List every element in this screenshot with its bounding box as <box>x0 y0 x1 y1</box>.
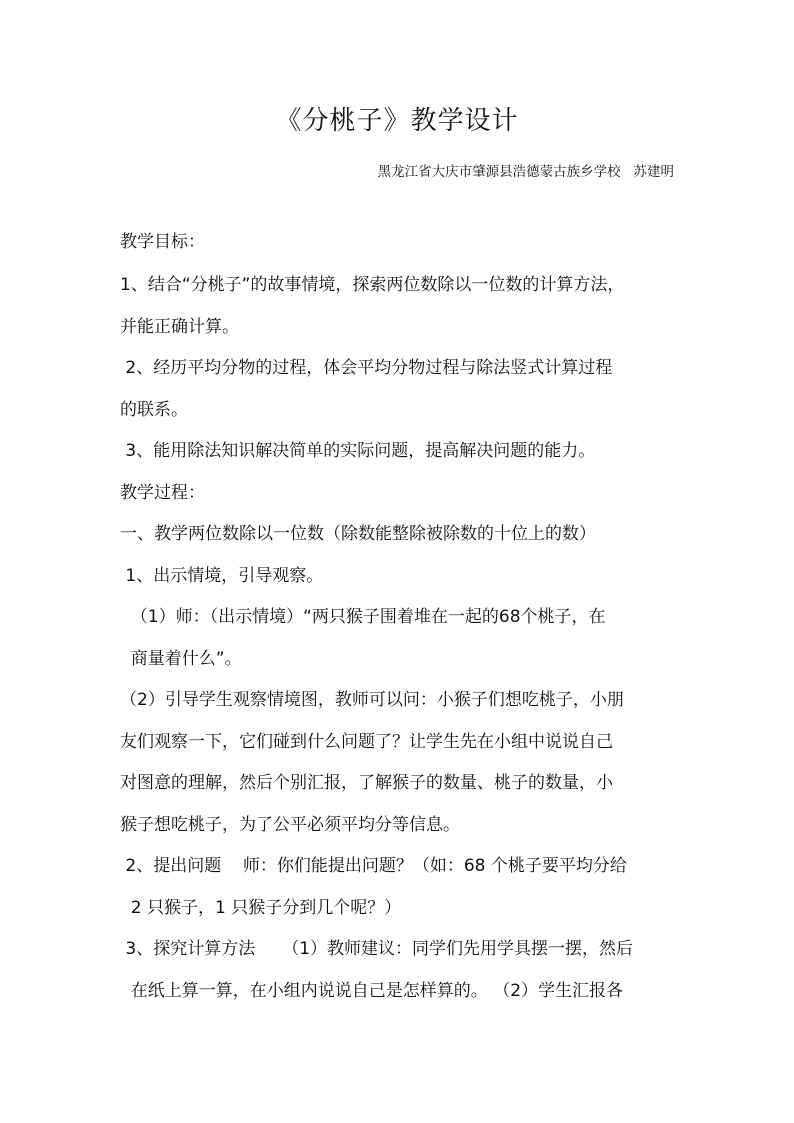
body-line: 猴子想吃桃子，为了公平必须平均分等信息。 <box>120 815 460 835</box>
body-line: 教学目标： <box>120 232 205 252</box>
body-line: （1）师：（出示情境）“两只猴子围着堆在一起的68个桃子，在 <box>120 607 606 627</box>
body-line: 在纸上算一算，在小组内说说自己是怎样算的。 （2）学生汇报各 <box>120 981 624 1001</box>
body-line: 并能正确计算。 <box>120 317 239 337</box>
body-line: 1、结合“分桃子”的故事情境，探索两位数除以一位数的计算方法， <box>120 275 625 295</box>
body-line: 商量着什么”。 <box>120 649 242 669</box>
body-line: 一、教学两位数除以一位数（除数能整除被除数的十位上的数） <box>120 524 596 544</box>
body-line: 3、能用除法知识解决简单的实际问题，提高解决问题的能力。 <box>120 441 596 461</box>
body-line: 2 只猴子，1 只猴子分到几个呢？） <box>120 898 402 918</box>
body-line: 3、探究计算方法 （1）教师建议：同学们先用学具摆一摆，然后 <box>120 939 634 959</box>
body-line: 1、出示情境，引导观察。 <box>120 566 324 586</box>
body-line: 的联系。 <box>120 400 188 420</box>
author-line: 黑龙江省大庆市肇源县浩德蒙古族乡学校 苏建明 <box>377 164 674 180</box>
body-line: 对图意的理解，然后个别汇报，了解猴子的数量、桃子的数量，小 <box>120 773 613 793</box>
body-line: （2）引导学生观察情境图，教师可以问：小猴子们想吃桃子，小朋 <box>120 690 624 710</box>
body-line: 友们观察一下，它们碰到什么问题了？让学生先在小组中说说自己 <box>120 732 613 752</box>
body-line: 2、提出问题 师：你们能提出问题？（如：68 个桃子要平均分给 <box>120 856 627 876</box>
body-line: 教学过程： <box>120 483 205 503</box>
document-title: 《分桃子》教学设计 <box>275 106 519 136</box>
body-line: 2、经历平均分物的过程，体会平均分物过程与除法竖式计算过程 <box>120 358 613 378</box>
